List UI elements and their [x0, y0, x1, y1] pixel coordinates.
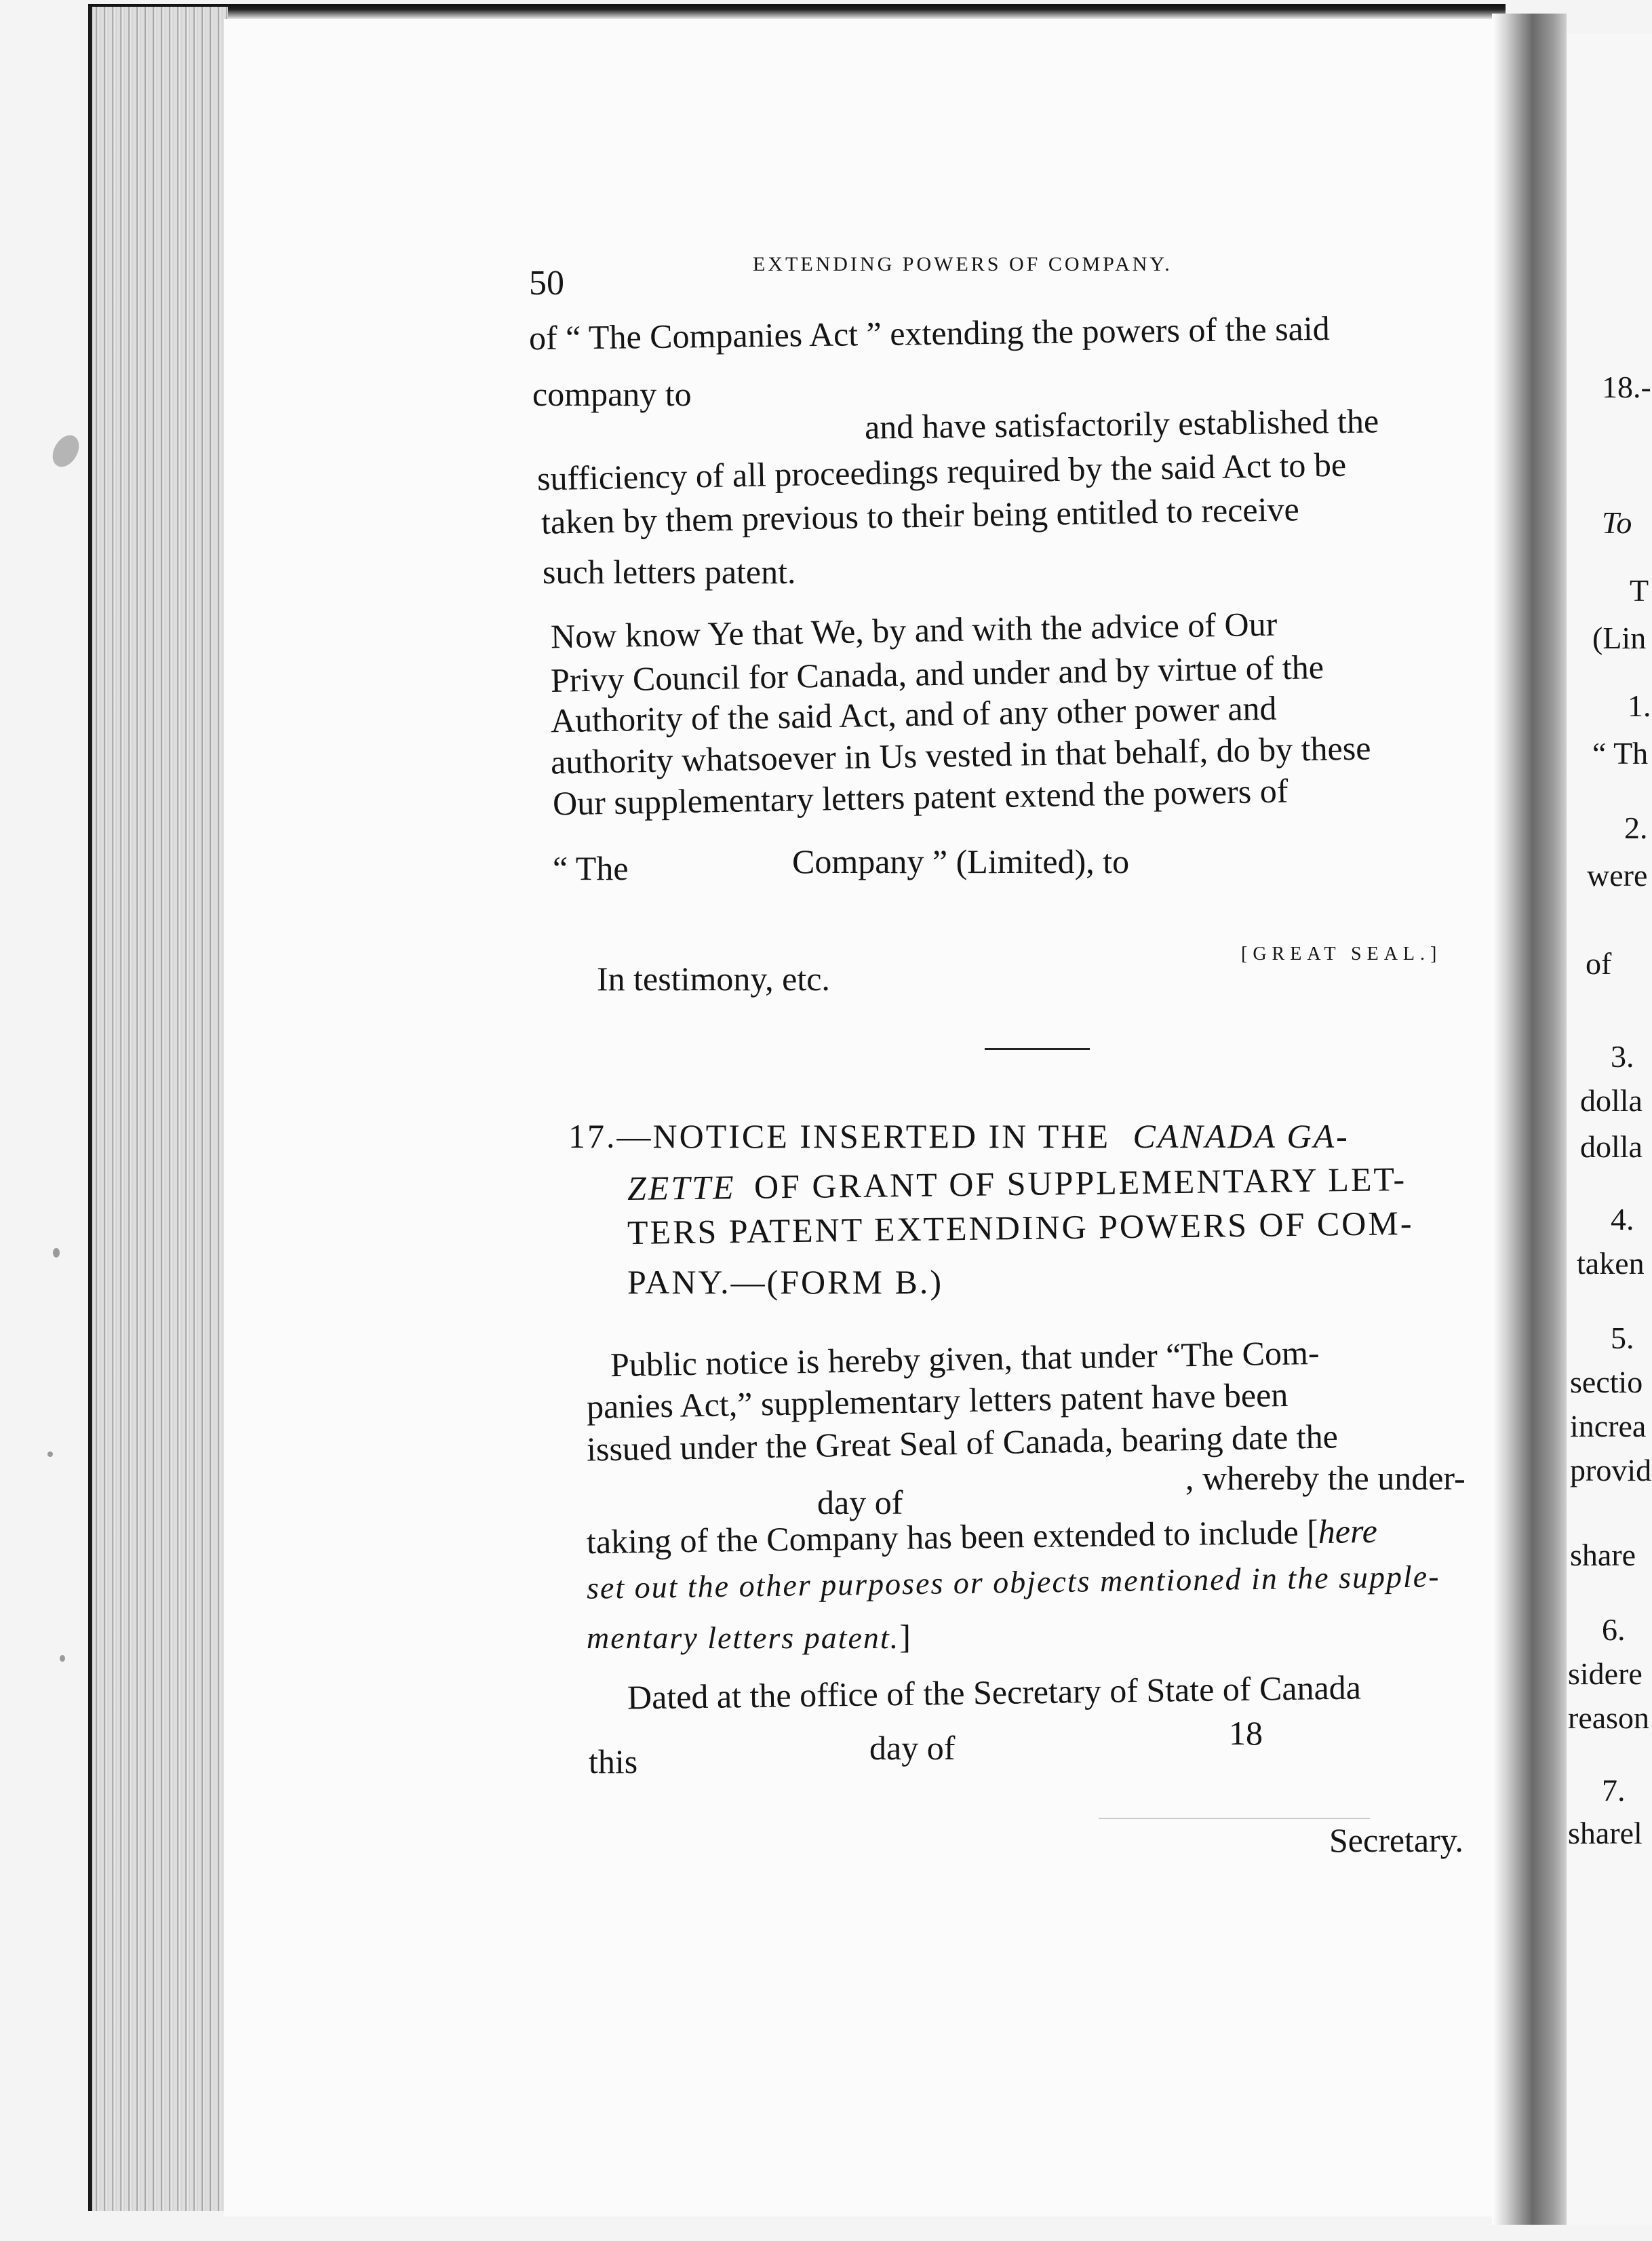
dated-line: 18: [1229, 1714, 1263, 1752]
facing-page-fragment: dolla: [1580, 1083, 1643, 1118]
section-heading-text: OF GRANT OF SUPPLEMENTARY LET-: [753, 1159, 1407, 1206]
great-seal-mark: [GREAT SEAL.]: [1241, 943, 1442, 964]
body-line: sufficiency of all proceedings required by the said Act to be: [536, 445, 1347, 498]
notice-line: Public notice is hereby given, that under “The Com-: [610, 1333, 1320, 1384]
facing-page-fragment: 1.: [1628, 688, 1651, 723]
body-line: Company ” (Limited), to: [792, 842, 1130, 880]
facing-page-fragment: sharel: [1568, 1816, 1643, 1850]
notice-line: panies Act,” supplementary letters patent have been: [586, 1375, 1289, 1426]
running-title: EXTENDING POWERS OF COMPANY.: [753, 253, 1173, 275]
scan-speck: [53, 1248, 60, 1258]
notice-line: day of: [817, 1483, 903, 1521]
facing-page-fragment: T: [1630, 573, 1649, 608]
facing-page-fragment: 2.: [1624, 811, 1648, 845]
dated-line: this: [589, 1742, 638, 1780]
facing-page-fragment: (Lin: [1592, 621, 1647, 655]
notice-text: ]: [899, 1618, 911, 1656]
facing-page-fragment: sidere: [1568, 1656, 1643, 1691]
facing-page-fragment: 18.-: [1602, 370, 1651, 404]
notice-line: [587, 1620, 911, 1654]
body-line: Privy Council for Canada, and under and by virtue of the: [550, 648, 1324, 699]
page-number: 50: [529, 264, 564, 303]
facing-page-fragment: share: [1570, 1538, 1636, 1572]
body-line: Now know Ye that We, by and with the advice of Our: [550, 604, 1278, 656]
facing-page-fragment: 3.: [1611, 1039, 1634, 1074]
book-top-edge: [88, 4, 1506, 19]
facing-page-fragment: provid: [1570, 1453, 1652, 1487]
section-heading: TERS PATENT EXTENDING POWERS OF COM-: [627, 1203, 1414, 1252]
facing-page-fragment: increa: [1570, 1409, 1647, 1443]
notice-line: , whereby the under-: [1185, 1459, 1466, 1497]
scan-speck: [47, 1451, 53, 1457]
facing-page-fragment: “ Th: [1592, 736, 1649, 771]
facing-page-fragment: 4.: [1611, 1202, 1634, 1236]
dated-line: Dated at the office of the Secretary of State of Canada: [627, 1668, 1362, 1717]
facing-page-fragment: reason: [1568, 1700, 1650, 1735]
body-line: Our supplementary letters patent extend the powers of: [552, 771, 1289, 823]
signature-line: [1099, 1818, 1370, 1819]
dated-line: day of: [869, 1729, 956, 1767]
body-line: taken by them previous to their being entitled to receive: [540, 490, 1300, 541]
body-line: Authority of the said Act, and of any other power and: [550, 688, 1277, 740]
book-gutter: [1492, 14, 1567, 2225]
facing-page-fragment: dolla: [1580, 1129, 1643, 1164]
scan-speck: [60, 1655, 65, 1662]
section-heading-text: 17.—NOTICE INSERTED IN THE: [568, 1117, 1110, 1155]
scan-speck: [47, 431, 84, 471]
notice-line: set out the other purposes or objects mentioned in the supple-: [586, 1559, 1440, 1605]
facing-page-fragment: of: [1586, 946, 1612, 981]
facing-page-fragment: To: [1602, 505, 1632, 540]
gazette-name: CANADA GA-: [1133, 1117, 1350, 1155]
section-divider: [985, 1048, 1090, 1050]
facing-page-fragment: were: [1587, 858, 1648, 893]
notice-line: issued under the Great Seal of Canada, bearing date the: [586, 1417, 1339, 1468]
facing-page-fragment: 7.: [1602, 1773, 1626, 1808]
facing-page-fragment: sectio: [1570, 1365, 1643, 1399]
body-line: such letters patent.: [543, 553, 796, 591]
body-line: and have satisfactorily established the: [864, 402, 1379, 446]
book-page-stack: [88, 7, 228, 2211]
section-heading: PANY.—(FORM B.): [627, 1263, 943, 1301]
body-line: “ The: [553, 849, 629, 887]
testimony-line: In testimony, etc.: [597, 960, 830, 998]
gazette-name: ZETTE: [627, 1168, 736, 1208]
signature-title: Secretary.: [1329, 1821, 1464, 1859]
facing-page-fragment: 6.: [1602, 1612, 1626, 1647]
notice-italic-text: here: [1318, 1511, 1378, 1551]
section-heading: [568, 1119, 1350, 1153]
notice-italic-text: mentary letters patent.: [587, 1620, 900, 1655]
section-heading: [627, 1159, 1407, 1208]
body-line: authority whatsoever in Us vested in that behalf, do by these: [550, 728, 1371, 781]
body-line: of “ The Companies Act ” extending the powers of the said: [528, 309, 1331, 357]
body-line: company to: [532, 375, 692, 413]
facing-page-fragment: 5.: [1611, 1321, 1634, 1355]
notice-text: taking of the Company has been extended to include [: [586, 1513, 1319, 1561]
facing-page-fragment: taken: [1577, 1246, 1645, 1281]
